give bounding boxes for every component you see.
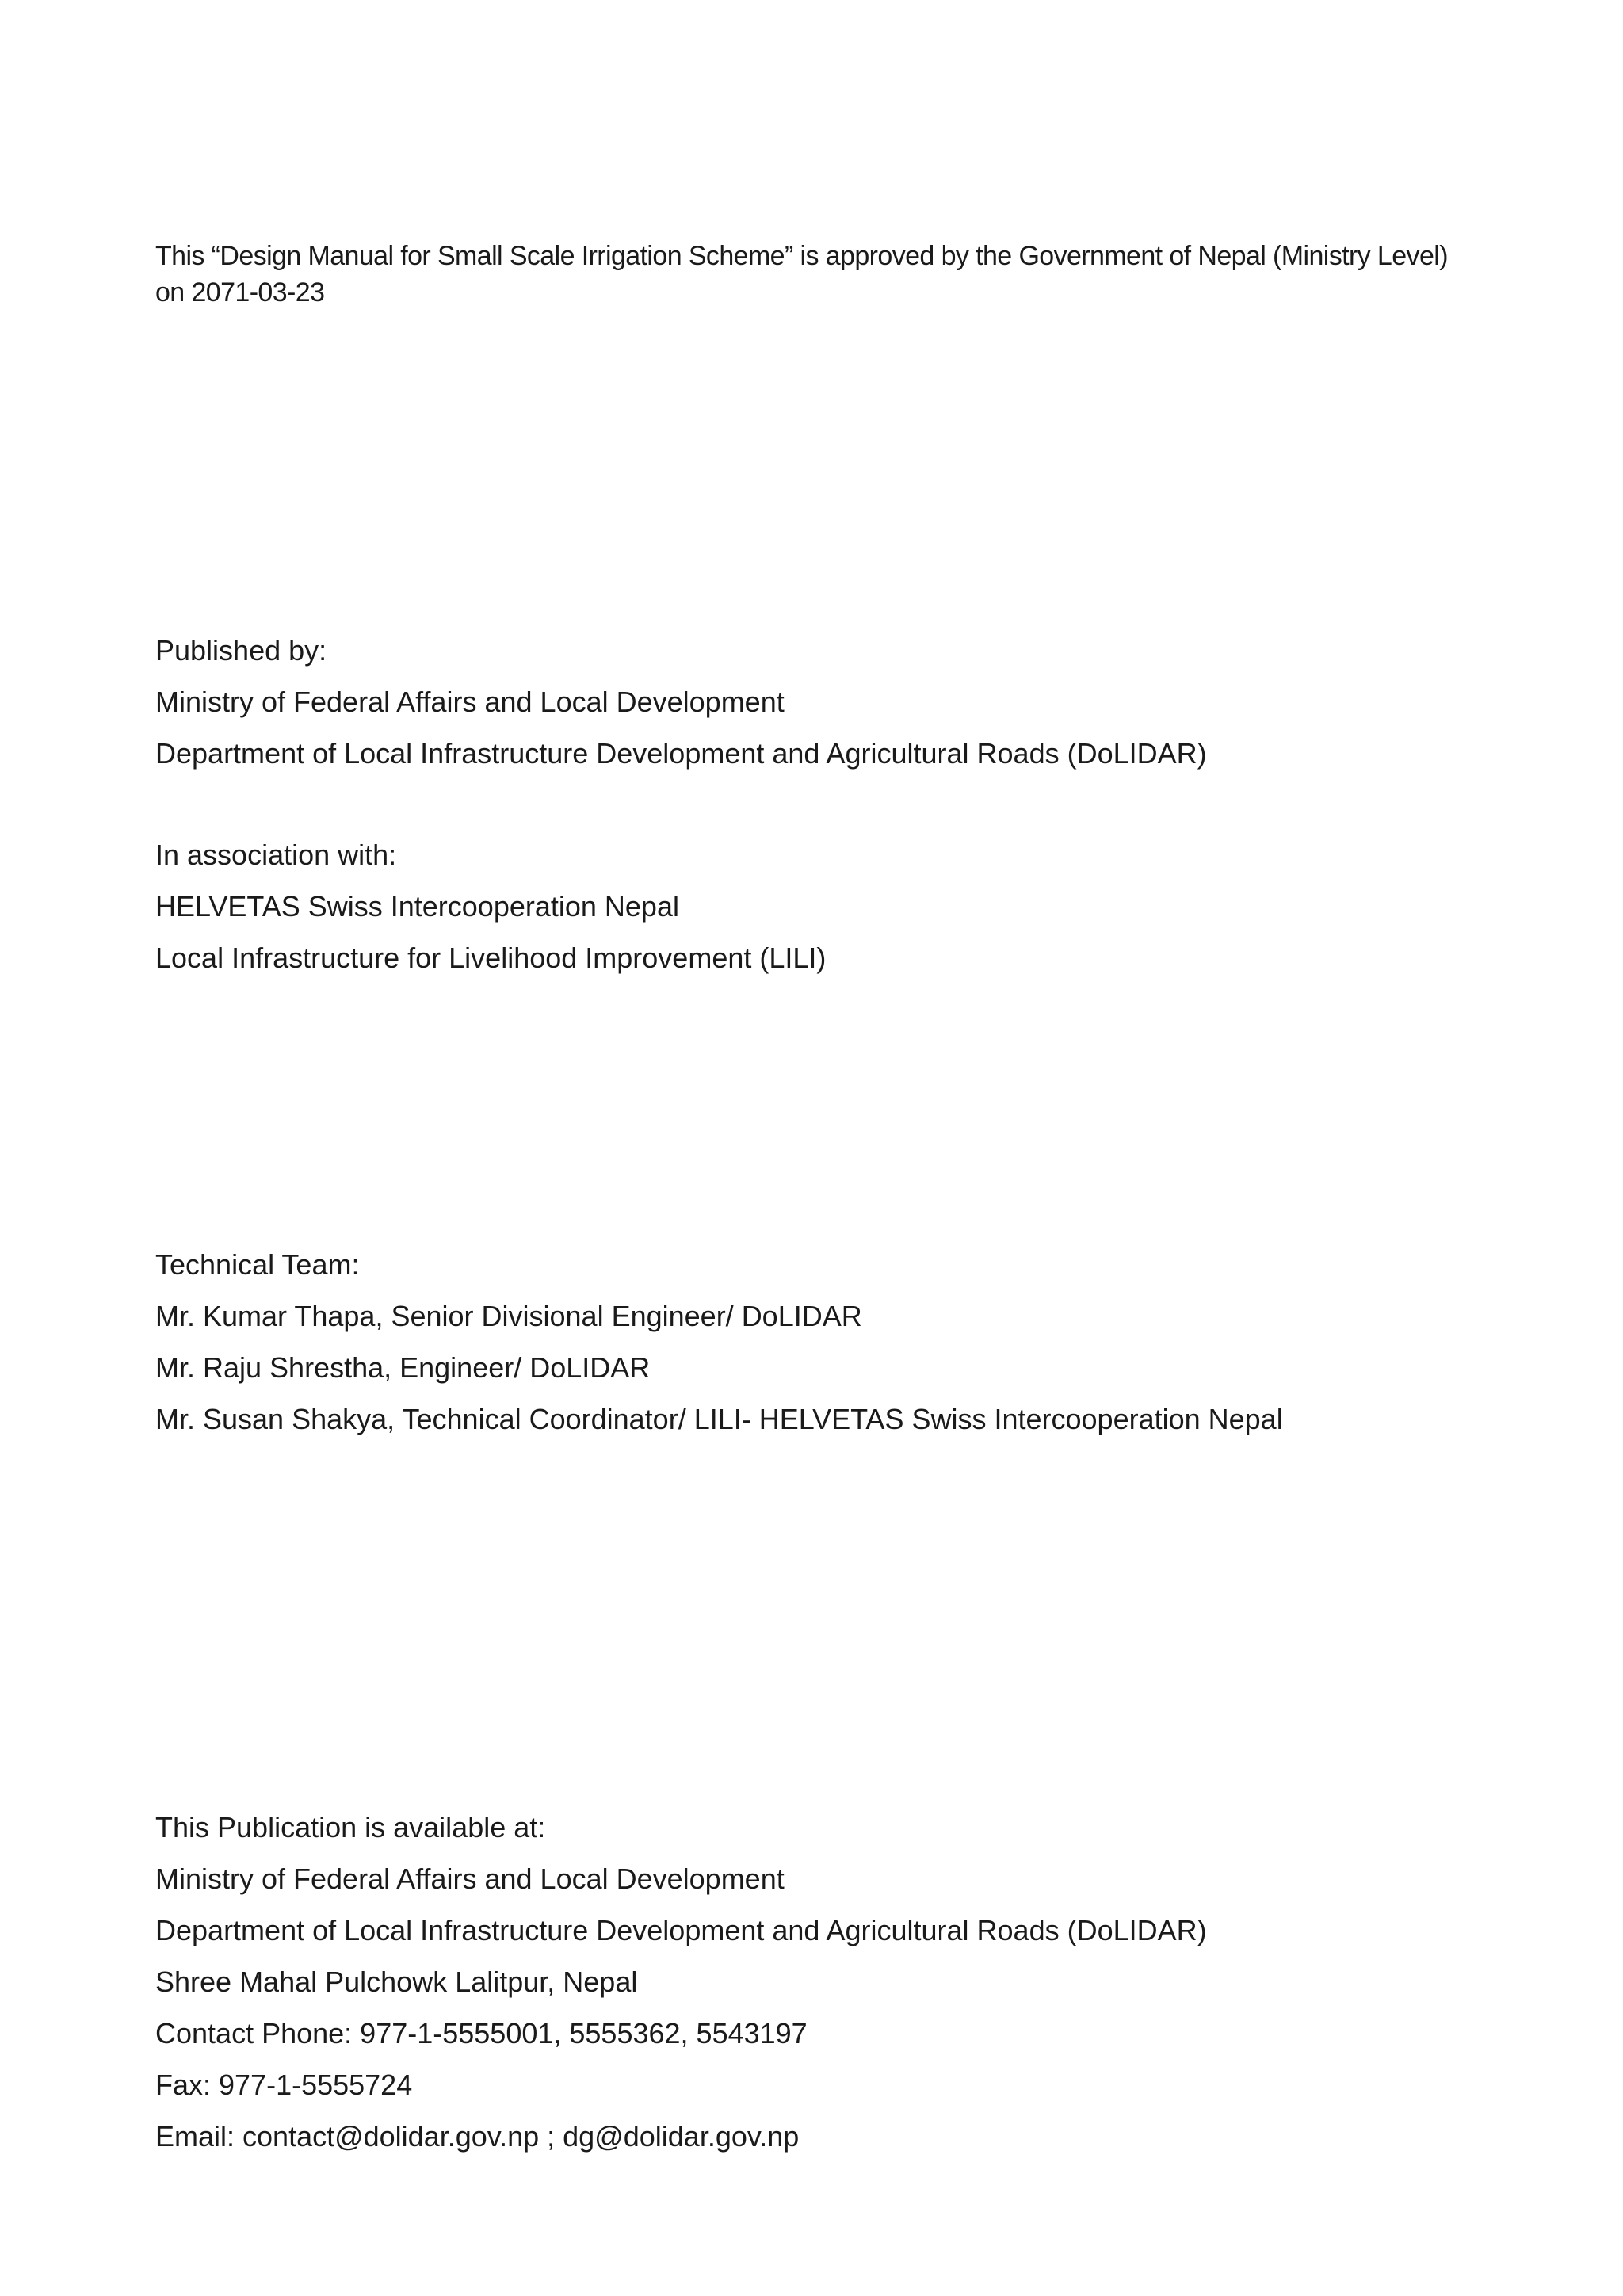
association-partner-helvetas: HELVETAS Swiss Intercooperation Nepal <box>155 890 679 923</box>
association-heading: In association with: <box>155 839 397 871</box>
team-member: Mr. Raju Shrestha, Engineer/ DoLIDAR <box>155 1351 651 1384</box>
team-member: Mr. Susan Shakya, Technical Coordinator/ LILI- HELVETAS Swiss Intercooperation Nepal <box>155 1403 1283 1435</box>
team-member: Mr. Kumar Thapa, Senior Divisional Engineer/ DoLIDAR <box>155 1300 862 1332</box>
published-by-heading: Published by: <box>155 634 327 667</box>
availability-phone: Contact Phone: 977-1-5555001, 5555362, 5543197 <box>155 2017 808 2050</box>
availability-ministry: Ministry of Federal Affairs and Local Development <box>155 1862 785 1895</box>
association-partner-lili: Local Infrastructure for Livelihood Improvement (LILI) <box>155 942 827 974</box>
availability-fax: Fax: 977-1-5555724 <box>155 2069 413 2101</box>
availability-heading: This Publication is available at: <box>155 1811 546 1843</box>
technical-team-section <box>155 1239 1283 1445</box>
approval-statement <box>155 238 1455 311</box>
availability-section <box>155 1801 1207 2162</box>
publisher-ministry: Ministry of Federal Affairs and Local Development <box>155 686 785 718</box>
publisher-department: Department of Local Infrastructure Development and Agricultural Roads (DoLIDAR) <box>155 737 1207 770</box>
availability-email: Email: contact@dolidar.gov.np ; dg@dolidar.gov.np <box>155 2120 800 2153</box>
availability-address: Shree Mahal Pulchowk Lalitpur, Nepal <box>155 1966 638 1998</box>
availability-department: Department of Local Infrastructure Development and Agricultural Roads (DoLIDAR) <box>155 1914 1207 1946</box>
association-section <box>155 829 826 984</box>
published-by-section <box>155 625 1207 779</box>
technical-team-heading: Technical Team: <box>155 1248 360 1281</box>
approval-statement-text: This “Design Manual for Small Scale Irrigation Scheme” is approved by the Government of Nepal (Ministry Level) on 2071-03-23 <box>155 241 1448 308</box>
